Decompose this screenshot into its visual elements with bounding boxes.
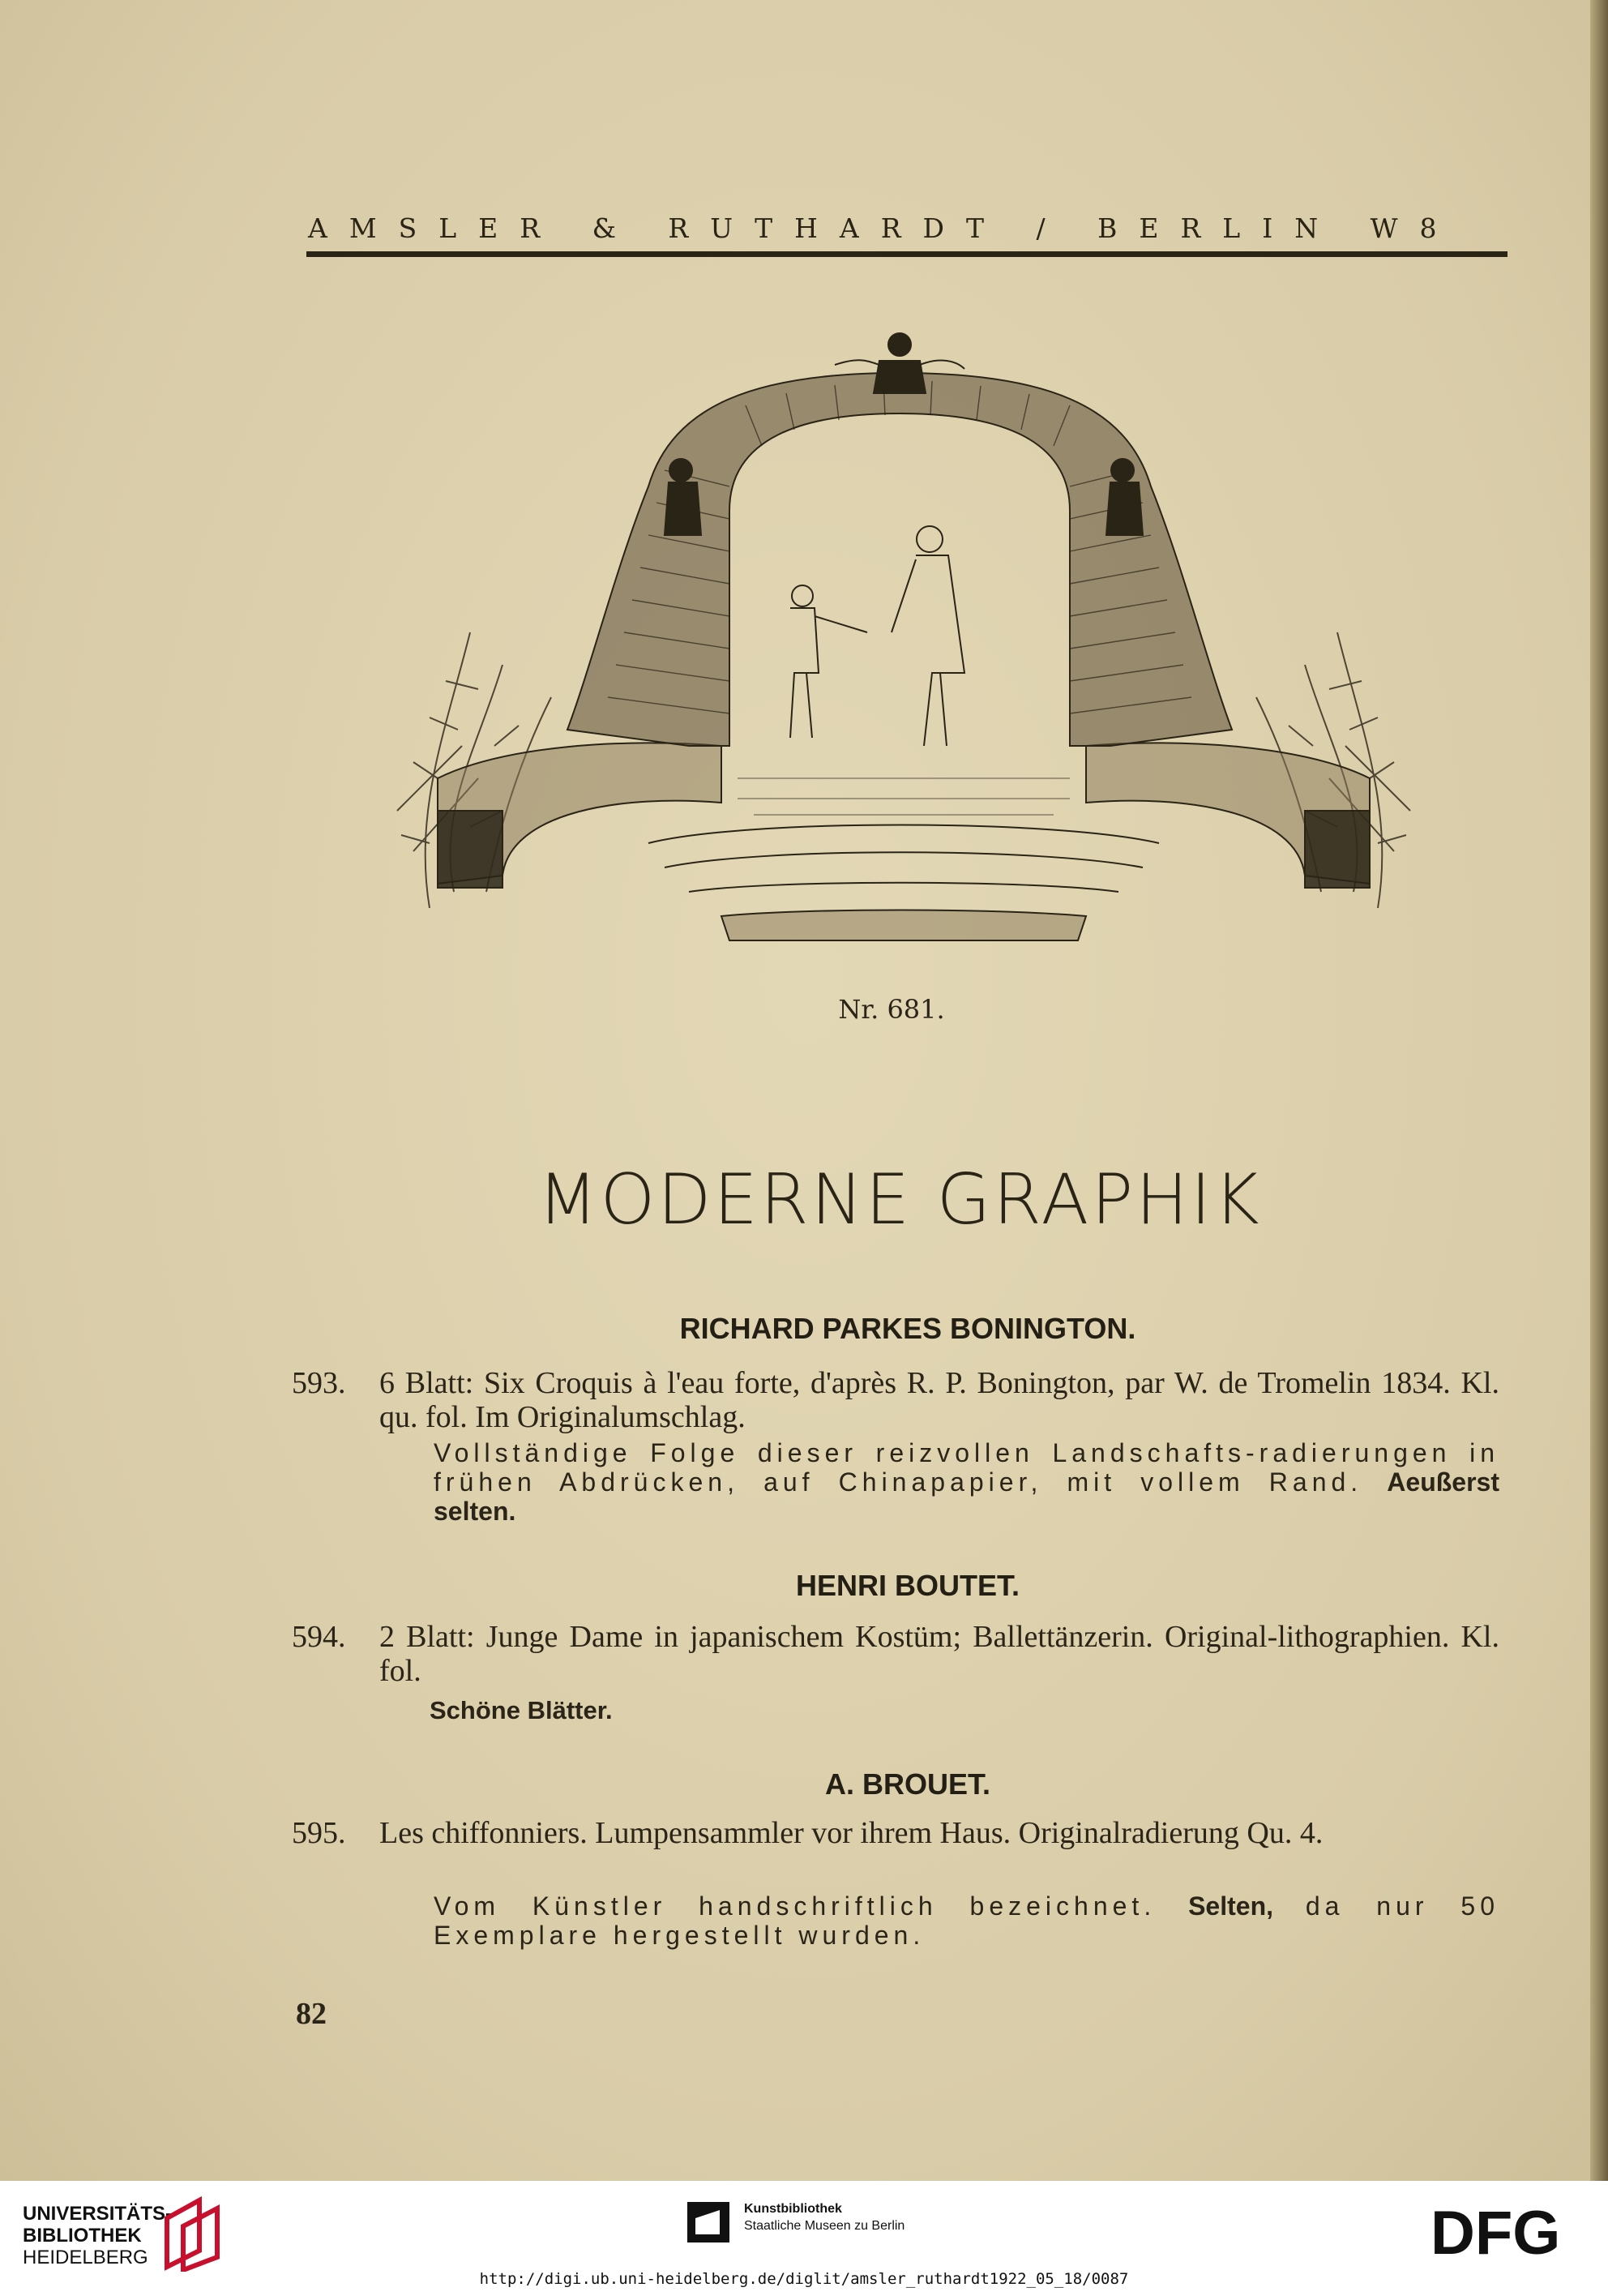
- ub-line-2: BIBLIOTHEK: [23, 2225, 142, 2247]
- figures-man-and-boy: [790, 526, 964, 746]
- permalink-url[interactable]: http://digi.ub.uni-heidelberg.de/diglit/amsler_ruthardt1922_05_18/0087: [479, 2270, 1129, 2288]
- entry-description: 6 Blatt: Six Croquis à l'eau forte, d'après R. P. Bonington, par W. de Tromelin 1834. Kl. qu. fol. Im Originalumschlag.: [379, 1366, 1499, 1434]
- ub-heidelberg-emblem-icon: [159, 2194, 225, 2272]
- entry-note-595: [434, 1891, 1499, 1950]
- header-rule: [306, 251, 1508, 257]
- entry-description: 2 Blatt: Junge Dame in japanischem Kostüm; Ballettänzerin. Original-lithographien. Kl. fol.: [379, 1620, 1499, 1688]
- dfg-logo-text: DFG: [1431, 2204, 1561, 2262]
- artist-heading-brouet: A. BROUET.: [824, 1767, 990, 1801]
- catalog-entry-594: [292, 1620, 1499, 1688]
- note-text: Vom Künstler handschriftlich bezeichnet.: [434, 1891, 1157, 1921]
- artist-heading-bonington: RICHARD PARKES BONINGTON.: [679, 1312, 1136, 1345]
- kb-line-2: Staatliche Museen zu Berlin: [744, 2219, 905, 2233]
- entry-description: Les chiffonniers. Lumpensammler vor ihrem Haus. Originalradierung Qu. 4.: [379, 1816, 1324, 1850]
- note-tail: da nur 50 Exemplare hergestellt wurden.: [434, 1891, 1500, 1950]
- garden-arch-engraving: [381, 324, 1426, 973]
- note-text: Vollständige Folge dieser reizvollen Landschafts-radierungen in frühen Abdrücken, auf Chinapapier, mit vollem Rand.: [434, 1438, 1499, 1497]
- catalog-entry-593: [292, 1366, 1499, 1434]
- stone-arch: [567, 373, 1232, 746]
- ub-line-1: UNIVERSITÄTS-: [23, 2203, 173, 2225]
- figure-caption: Nr. 681.: [838, 994, 945, 1025]
- entry-note-593: [434, 1438, 1499, 1526]
- kunstbibliothek-text[interactable]: [744, 2200, 904, 2234]
- note-emphasis: Selten,: [1188, 1891, 1273, 1921]
- section-title: MODERNE GRAPHIK: [537, 1159, 1262, 1240]
- entry-number: 593.: [292, 1366, 346, 1400]
- publisher-header: AMSLER & RUTHARDT / BERLIN W8: [308, 212, 1459, 244]
- kunstbibliothek-logo-icon: [687, 2202, 729, 2242]
- artist-heading-boutet: HENRI BOUTET.: [795, 1569, 1020, 1602]
- stone-steps: [648, 825, 1159, 941]
- note-emphasis: Aeußerst selten.: [434, 1467, 1499, 1526]
- ub-line-3: HEIDELBERG: [23, 2247, 148, 2268]
- page-number: 82: [296, 1997, 327, 2031]
- catalog-entry-595: [292, 1816, 1499, 1850]
- entry-number: 594.: [292, 1620, 346, 1654]
- kb-line-1: Kunstbibliothek: [744, 2202, 842, 2216]
- dfg-logo[interactable]: [1431, 2204, 1584, 2262]
- entry-number: 595.: [292, 1816, 346, 1850]
- ub-heidelberg-logo-text[interactable]: [23, 2203, 172, 2268]
- page-edge-shadow: [1590, 0, 1608, 2181]
- entry-note-594: Schöne Blätter.: [430, 1696, 613, 1724]
